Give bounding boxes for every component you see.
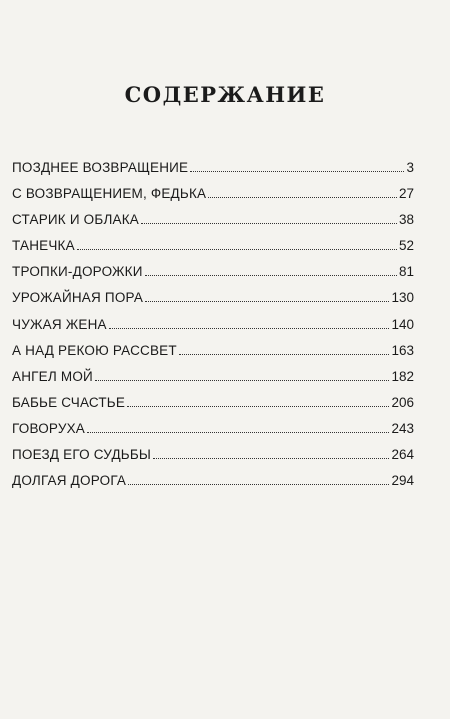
toc-entry-label: АНГЕЛ МОЙ — [12, 368, 93, 384]
toc-entry-label: СТАРИК И ОБЛАКА — [12, 212, 139, 228]
toc-entry-label: ПОЕЗД ЕГО СУДЬБЫ — [12, 447, 152, 463]
toc-dot-leader — [128, 484, 389, 485]
toc-entry-label: ЧУЖАЯ ЖЕНА — [12, 316, 107, 332]
toc-entry-page: 163 — [391, 342, 414, 358]
toc-entry-page: 130 — [391, 290, 414, 306]
toc-entry-6[interactable] — [12, 285, 414, 311]
toc-entry-label: УРОЖАЙНАЯ ПОРА — [12, 290, 144, 306]
toc-entry-label: ДОЛГАЯ ДОРОГА — [12, 473, 127, 489]
toc-entry-label: БАБЬЕ СЧАСТЬЕ — [12, 394, 126, 410]
toc-dot-leader — [208, 197, 397, 198]
toc-entry-5[interactable] — [12, 259, 414, 285]
toc-entry-2[interactable] — [12, 181, 414, 207]
toc-entry-page: 182 — [391, 368, 414, 384]
toc-entry-11[interactable] — [12, 416, 414, 442]
toc-entry-page: 38 — [398, 212, 414, 228]
toc-entry-label: ТАНЕЧКА — [12, 238, 75, 254]
toc-dot-leader — [145, 301, 389, 302]
toc-entry-page: 52 — [398, 238, 414, 254]
toc-dot-leader — [127, 406, 389, 407]
toc-entry-page: 81 — [398, 264, 414, 280]
toc-entry-12[interactable] — [12, 442, 414, 468]
toc-entry-label: А НАД РЕКОЮ РАССВЕТ — [12, 342, 177, 358]
toc-entry-label: ТРОПКИ-ДОРОЖКИ — [12, 264, 143, 280]
toc-dot-leader — [190, 171, 404, 172]
toc-entry-1[interactable] — [12, 155, 414, 181]
toc-entry-page: 27 — [398, 186, 414, 202]
toc-entry-page: 264 — [391, 447, 414, 463]
toc-dot-leader — [145, 275, 397, 276]
toc-entry-page: 294 — [391, 473, 414, 489]
toc-entry-page: 3 — [406, 160, 414, 175]
toc-entry-page: 206 — [391, 394, 414, 410]
toc-entry-8[interactable] — [12, 338, 414, 364]
toc-entry-page: 140 — [391, 316, 414, 332]
toc-dot-leader — [141, 223, 397, 224]
toc-dot-leader — [95, 380, 390, 381]
toc-entry-10[interactable] — [12, 390, 414, 416]
toc-dot-leader — [87, 432, 389, 433]
toc-dot-leader — [179, 354, 390, 355]
toc-entry-label: ПОЗДНЕЕ ВОЗВРАЩЕНИЕ — [12, 160, 189, 175]
toc-entry-7[interactable] — [12, 312, 414, 338]
toc-entry-label: С ВОЗВРАЩЕНИЕМ, ФЕДЬКА — [12, 186, 207, 202]
page-title: СОДЕРЖАНИЕ — [124, 82, 326, 107]
toc-dot-leader — [109, 328, 390, 329]
toc-dot-leader — [77, 249, 397, 250]
toc-dot-leader — [153, 458, 389, 459]
toc-entry-page: 243 — [391, 420, 414, 436]
toc-entry-label: ГОВОРУХА — [12, 420, 86, 436]
table-of-contents — [12, 155, 414, 494]
toc-entry-4[interactable] — [12, 233, 414, 259]
toc-entry-3[interactable] — [12, 207, 414, 233]
toc-entry-13[interactable] — [12, 468, 414, 494]
toc-entry-9[interactable] — [12, 364, 414, 390]
